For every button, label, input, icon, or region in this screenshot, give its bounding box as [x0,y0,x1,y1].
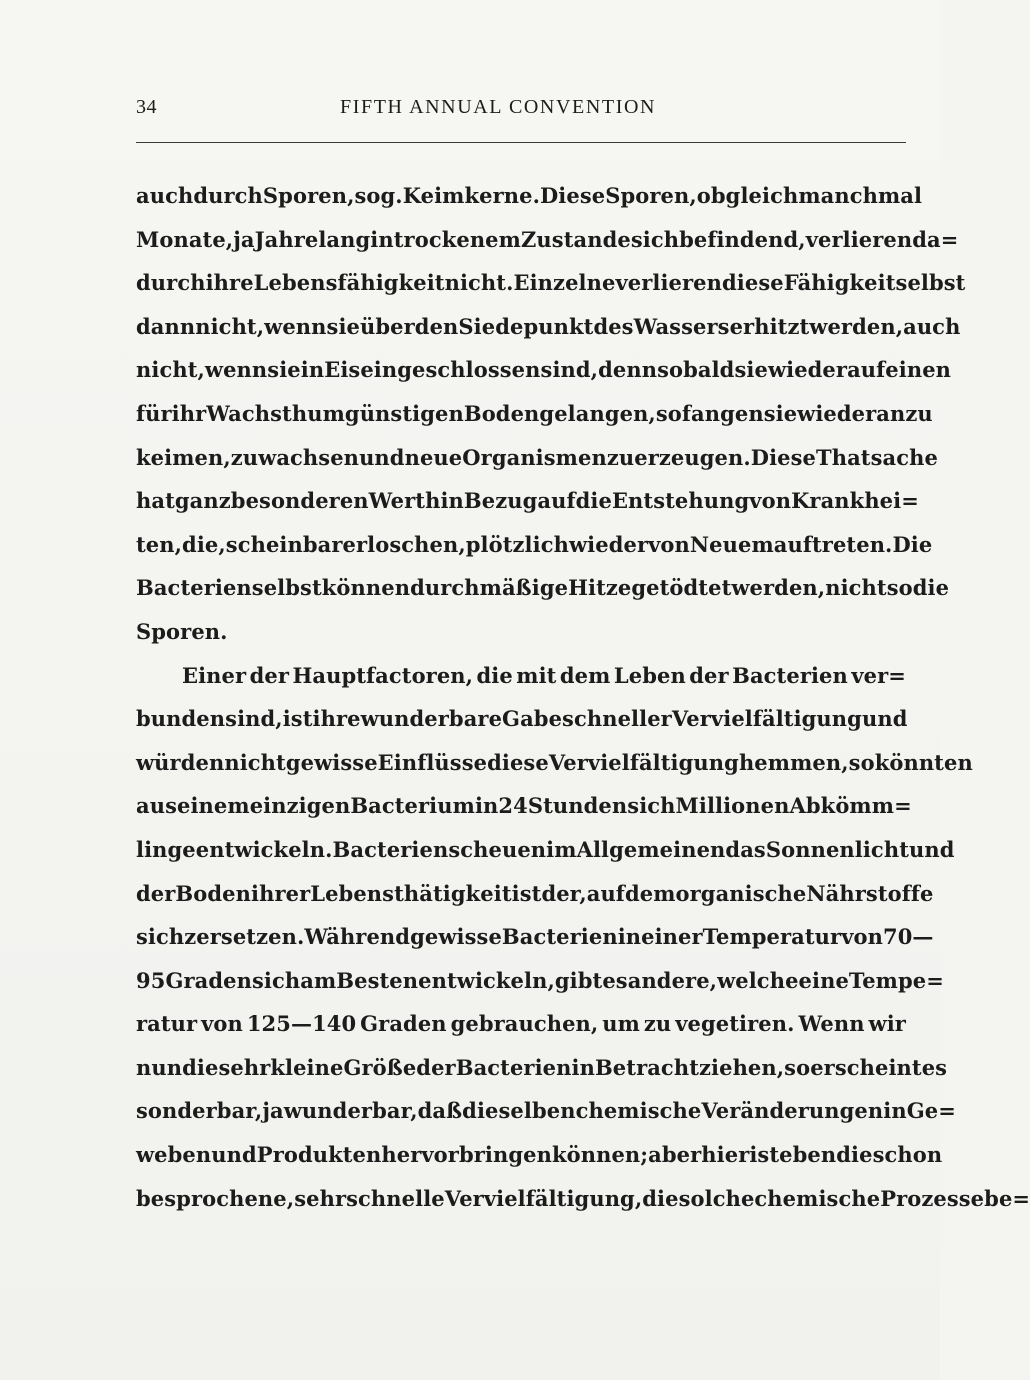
word: gibt [554,967,603,993]
word: können; [551,1142,649,1168]
word: ratur [136,1011,198,1037]
text-line [136,392,933,436]
word: Vervielfältigung, [444,1185,643,1211]
text-line [136,523,933,567]
word: die [182,1054,219,1080]
word: durch [136,270,206,296]
word: dem [559,662,611,688]
word: eingeschlossen [360,357,541,383]
word: der [416,1054,456,1080]
word: werden, [809,313,904,339]
word: wenn [204,357,268,383]
word: Diese [539,183,606,208]
word: des [593,313,634,339]
word: gelangen, [539,400,656,426]
word: Veränderungen [701,1098,884,1124]
word: Organismen [462,444,607,470]
word: in [370,226,394,252]
word: am [300,967,337,993]
word: Boden [463,400,540,426]
word: durch [410,575,480,601]
word: entwickeln. [195,836,333,862]
word: so [886,575,913,601]
word: Abkömm= [789,793,912,819]
word: Krankhei= [791,488,919,514]
word: Bacterien [136,575,252,601]
word: so [848,749,875,775]
word: gebrauchen, [450,1011,599,1037]
word: Sonnenlicht [765,836,909,862]
word: 70— [883,924,934,950]
word: Diese [750,444,816,470]
word: können [321,575,411,601]
word: für [136,400,172,426]
running-head [136,96,906,130]
word: Keimkerne. [402,183,540,208]
word: wieder [568,531,649,557]
word: Gabe [502,706,563,732]
text-line [136,915,934,959]
word: zu [230,444,259,470]
word: besonderen [230,488,369,514]
word: günstigen [344,400,464,426]
word: gewisse [410,924,502,950]
running-title: FIFTH ANNUAL CONVENTION [340,96,657,118]
header-rule [136,142,906,143]
word: zu [643,1011,672,1037]
word: sehr [218,1054,271,1080]
word: Graden [165,967,252,993]
word: so [655,400,682,426]
word: schneller [562,706,672,732]
text-line [136,566,950,610]
word: auf [586,880,625,906]
word: fangen [681,400,764,426]
word: zersetzen. [184,924,305,950]
word: wunderbare [360,706,503,732]
word: Während [304,924,411,950]
word: auf [847,357,886,383]
word: sind, [540,357,599,383]
word: die, [182,531,226,557]
word: Lebensthätigkeit [310,880,512,906]
word: auftreten. [773,531,893,557]
text-line [136,1002,906,1046]
word: dieselben [462,1098,576,1124]
word: von [749,488,792,514]
word: die [912,575,950,601]
word: einer [641,924,703,950]
word: über [360,313,415,339]
word: erscheint [810,1054,922,1080]
text-line [136,697,906,741]
text-line [136,436,938,480]
word: die [642,1185,679,1211]
word: Einer [182,662,247,688]
word: sich [251,967,301,993]
word: nicht [224,749,286,775]
word: Die [892,531,933,557]
word: scheinbar [225,531,343,557]
word: sobald [657,357,735,383]
word: Neuem [689,531,774,557]
word: 125—140 [246,1011,357,1037]
word: Hitze [568,575,632,601]
word: könnten [874,749,973,775]
word: ist [749,1142,780,1168]
word: Bacterien [455,1054,572,1080]
word: zu [606,444,635,470]
word: in [440,488,464,514]
word: Bezug [463,488,538,514]
word: das [725,836,766,862]
word: von [201,1011,243,1037]
text-line [136,654,906,698]
page-number: 34 [136,96,157,118]
word: diese [487,749,549,775]
word: hat [136,488,175,514]
word: einzigen [249,793,351,819]
word: erloschen, [342,531,466,557]
word: Wenn [798,1011,865,1037]
word: nicht, [136,357,205,383]
word: denn [598,357,658,383]
text-line [136,959,944,1003]
word: verlieren [805,226,913,252]
word: wenn [264,313,327,339]
word: wunderbar, [283,1098,418,1124]
word: befindend, [679,226,806,252]
word: andere, [627,967,718,993]
word: Entstehung [611,488,750,514]
word: der, [541,880,587,906]
text-line [136,479,919,523]
word: schon [872,1142,943,1168]
word: Graden [360,1011,447,1037]
word: ist [282,706,313,732]
word: Siedepunkt [458,313,594,339]
text-line [136,218,959,262]
word: erzeugen. [634,444,751,470]
word: und [359,444,405,470]
word: hier [701,1142,750,1168]
word: die [575,488,612,514]
word: besprochene, [136,1185,295,1211]
word: der [249,662,290,688]
word: aus [136,793,177,819]
word: vegetiren. [675,1011,795,1037]
word: wachsen [258,444,360,470]
word: hervorbringen [381,1142,552,1168]
word: Jahrelang [254,226,371,252]
word: Sporen. [136,618,228,644]
word: in [617,924,642,950]
word: Sporen, [262,183,355,208]
text-line [136,1133,943,1177]
word: bunden [136,706,226,732]
word: sehr [294,1185,347,1211]
word: chemische [754,1185,881,1211]
word: da= [912,226,959,252]
word: sie [326,313,360,339]
word: sich [630,226,680,252]
word: Vervielfältigung [671,706,862,732]
word: auch [903,313,961,339]
word: ver= [851,662,906,688]
word: 95 [136,967,166,993]
word: Eis [324,357,361,383]
word: einem [177,793,250,819]
word: sich [136,924,185,950]
word: eben [779,1142,837,1168]
word: im [546,836,577,862]
word: sonderbar, [136,1098,263,1124]
word: so [784,1054,811,1080]
word: ganz [174,488,231,514]
word: selbst [895,270,966,296]
word: nicht, [195,313,265,339]
word: Bacterien [501,924,618,950]
word: chemische [575,1098,702,1124]
word: entwickeln, [418,967,555,993]
word: Hauptfactoren, [292,662,474,688]
word: eine [798,967,849,993]
word: verlieren [615,270,722,296]
word: Vervielfältigung [548,749,739,775]
word: 24 [498,793,528,819]
word: es [602,967,628,993]
word: ja [262,1098,284,1124]
text-line [136,828,955,872]
body-text [136,174,1030,1220]
word: Besten [336,967,419,993]
word: schnelle [346,1185,445,1211]
word: Sporen, [605,183,697,208]
word: nun [136,1054,183,1080]
word: in [571,1054,595,1080]
word: Einflüsse [377,749,488,775]
word: scheuen [448,836,547,862]
word: Wachsthum [206,400,345,426]
word: in [300,357,325,383]
word: der [136,880,176,906]
word: Fähigkeit [783,270,896,296]
word: Bacterien [732,662,848,688]
word: Millionen [675,793,790,819]
word: nicht [825,575,887,601]
word: der [689,662,729,688]
word: in [883,1098,907,1124]
word: Prozesse [880,1185,985,1211]
word: sog. [354,183,403,208]
word: in [474,793,499,819]
word: Tempe= [848,967,944,993]
word: die [836,1142,873,1168]
word: linge [136,836,196,862]
word: Temperatur [702,924,842,950]
word: ist [511,880,542,906]
text-line [136,610,906,654]
word: wir [868,1011,906,1037]
word: getödtet [631,575,732,601]
text-line [136,261,966,305]
word: würden [136,749,225,775]
word: Betracht [594,1054,699,1080]
word: Thatsache [816,444,938,470]
word: solche [678,1185,755,1211]
word: die [476,662,513,688]
word: ihrer [251,880,311,906]
word: keimen, [136,444,231,470]
word: sind, [225,706,283,732]
word: Monate, [136,226,234,252]
text-line [136,305,961,349]
word: Bacterium [350,793,475,819]
word: Größe [343,1054,417,1080]
word: an [876,400,906,426]
word: be= [984,1185,1030,1211]
word: um [602,1011,640,1037]
word: und [211,1142,257,1168]
word: Zustande [520,226,631,252]
text-line [136,741,973,785]
word: Lebensfähigkeit [253,270,445,296]
word: sie [734,357,768,383]
word: mit [516,662,557,688]
word: neue [404,444,463,470]
word: Leben [613,662,686,688]
word: Allgemeinen [576,836,726,862]
word: Wassers [633,313,730,339]
text-line [136,1177,1030,1221]
word: und [909,836,955,862]
word: hemmen, [738,749,849,775]
word: ziehen, [699,1054,785,1080]
word: wieder [797,400,877,426]
word: ten, [136,531,183,557]
word: werden, [731,575,826,601]
word: von [648,531,690,557]
word: zu [905,400,933,426]
word: es [921,1054,948,1080]
word: sich [627,793,676,819]
word: durch [193,183,263,208]
word: erhitzt [729,313,810,339]
word: Ge= [906,1098,956,1124]
word: obgleich [696,183,799,208]
word: daß [417,1098,463,1124]
word: Nährstoffe [806,880,934,906]
word: dem [624,880,676,906]
word: auf [537,488,576,514]
word: organische [675,880,807,906]
word: ihre [312,706,361,732]
word: diese [722,270,784,296]
word: weben [136,1142,212,1168]
text-line [136,872,934,916]
word: Produkten [256,1142,382,1168]
word: ihre [205,270,254,296]
word: Werth [368,488,441,514]
word: welche [717,967,799,993]
word: trockenem [393,226,521,252]
word: dann [136,313,196,339]
word: den [414,313,459,339]
word: Boden [175,880,251,906]
text-line [136,174,923,218]
word: von [841,924,883,950]
word: ja [233,226,255,252]
word: und [861,706,908,732]
word: plötzlich [465,531,569,557]
word: wieder [767,357,848,383]
text-line [136,348,952,392]
word: sie [267,357,301,383]
word: auch [136,183,194,208]
text-line [136,1046,948,1090]
word: sie [763,400,798,426]
word: Einzelne [513,270,616,296]
text-line [136,784,912,828]
word: mäßige [479,575,569,601]
word: manchmal [798,183,923,208]
word: kleine [270,1054,344,1080]
word: nicht. [444,270,514,296]
word: selbst [251,575,322,601]
word: gewisse [285,749,378,775]
word: ihr [171,400,207,426]
text-line [136,1089,956,1133]
word: Bacterien [332,836,449,862]
word: aber [648,1142,702,1168]
word: Stunden [527,793,628,819]
word: einen [885,357,952,383]
